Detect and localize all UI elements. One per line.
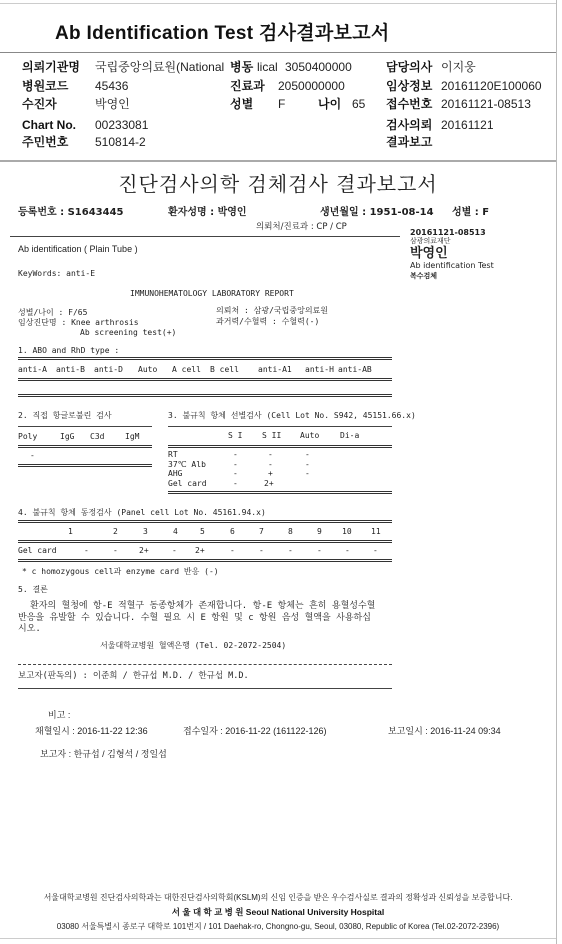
ward-value: 3050400000: [285, 60, 352, 74]
panel-result: -: [172, 546, 177, 555]
abo-header: anti-D: [94, 365, 123, 374]
ward-label: 병동: [230, 60, 254, 74]
dat-header: IgG: [60, 432, 75, 441]
panel-cell-number: 10: [342, 527, 352, 536]
patient-name: 환자성명 : 박영인: [168, 207, 247, 218]
conclusion-line: 반응을 유발할 수 있습니다. 수혈 필요 시 E 항원 및 c 항원 음성 혈액을 사용하십: [18, 613, 371, 623]
panel-result: 2+: [195, 546, 205, 555]
header-separator: [0, 160, 556, 162]
abo-header: anti-B: [56, 365, 85, 374]
panel-result: -: [84, 546, 89, 555]
screen-result: -: [305, 450, 310, 459]
keywords: KeyWords: anti-E: [18, 269, 96, 278]
request-date-value: 20161121: [441, 118, 494, 132]
panel-cell-number: 9: [317, 527, 322, 536]
institution-value: 국립중앙의료원(National: [95, 60, 225, 74]
panel-result: -: [113, 546, 118, 555]
hospital-code-label: 병원코드: [22, 79, 69, 93]
screen-result: +: [268, 469, 273, 478]
panel-result: -: [317, 546, 322, 555]
lab-report-title: IMMUNOHEMATOLOGY LABORATORY REPORT: [130, 289, 294, 298]
sex-label: 성별: [230, 97, 254, 111]
collection-datetime: 채혈일시 : 2016-11-22 12:36: [35, 726, 148, 736]
panel-result: -: [373, 546, 378, 555]
screen-result: -: [268, 450, 273, 459]
dat-header: C3d: [90, 432, 105, 441]
blood-bank-contact: 서울대학교병원 혈액은행 (Tel. 02-2072-2504): [100, 641, 287, 650]
abo-header: Auto: [138, 365, 158, 374]
header-title: Ab Identification Test 검사결과보고서: [55, 23, 390, 44]
report-info-divider: [10, 236, 400, 237]
panel-cell-number: 2: [113, 527, 118, 536]
reporter-top-rule: [18, 664, 392, 665]
hospital-address: 03080 서울특별시 종로구 대학로 101번지 / 101 Daehak-ro, Chongno-gu, Seoul, 03080, Republic of Korea (Tel.02-2072-2396): [56, 922, 500, 931]
screen-header: Di-a: [340, 431, 360, 440]
abo-top-rule: [18, 357, 392, 360]
doctor-label: 담당의사: [386, 60, 433, 74]
screen-top-rule: [168, 426, 392, 427]
screen-header: Auto: [300, 431, 320, 440]
right-border: [556, 0, 557, 944]
title-divider: [0, 52, 556, 53]
conclusion-line: 시오.: [18, 624, 41, 634]
sticker-lab-name: 삼광의료재단: [410, 237, 451, 245]
reporter-bottom-rule: [18, 688, 392, 689]
panel-result: -: [345, 546, 350, 555]
department-label: 진료과: [230, 79, 265, 93]
rrn-label: 주민번호: [22, 135, 69, 149]
panel-result: -: [288, 546, 293, 555]
screen-header: S I: [228, 431, 243, 440]
panel-cell-number: 6: [230, 527, 235, 536]
panel-section-title: 4. 불규칙 항체 동정검사 (Panel cell Lot No. 45161.94.x): [18, 508, 266, 517]
sticker-note: 복수검체: [410, 272, 438, 280]
screen-phase: RT: [168, 450, 178, 459]
panel-top-rule: [18, 520, 392, 523]
sticker-test-name: Ab identification Test: [410, 261, 494, 270]
receipt-no-label: 접수번호: [386, 97, 433, 111]
patient-label: 수진자: [22, 97, 57, 111]
screen-result: -: [233, 450, 238, 459]
reading-physicians: 보고자(판독의) : 이준희 / 한규섭 M.D. / 한규섭 M.D.: [18, 671, 249, 681]
panel-phase: Gel card: [18, 546, 57, 555]
result-report-label: 결과보고: [386, 135, 433, 149]
dat-header: IgM: [125, 432, 140, 441]
screen-header-rule: [168, 445, 392, 448]
dat-section-title: 2. 직접 항글로불린 검사: [18, 411, 112, 420]
requester: 의뢰처 : 삼광/국립중앙의료원: [216, 306, 329, 315]
screening-result: Ab screening test(+): [80, 328, 177, 337]
panel-cell-number: 4: [173, 527, 178, 536]
receipt-date: 접수일자 : 2016-11-22 (161122-126): [183, 726, 327, 736]
abo-header: B cell: [210, 365, 239, 374]
report-sex: 성별 : F: [452, 207, 490, 218]
conclusion-title: 5. 결론: [18, 585, 48, 594]
certification-statement: 서울대학교병원 진단검사의학과는 대한진단검사의학회(KSLM)의 신임 인증을 받은 우수검사실로 결과의 정확성과 신뢰성을 보증합니다.: [43, 893, 513, 902]
sticker-patient-name: 박영인: [410, 246, 448, 261]
age-value: 65: [352, 97, 366, 111]
panel-result: -: [230, 546, 235, 555]
patient-value: 박영인: [95, 97, 130, 111]
abo-header-rule: [18, 378, 392, 381]
abo-bottom-rule: [18, 394, 392, 397]
dat-value: -: [30, 451, 35, 460]
sex-value: F: [278, 97, 286, 111]
clinical-info-value: 20161120E100060: [441, 79, 542, 93]
screen-result: 2+: [264, 479, 274, 488]
report-title: 진단검사의학 검체검사 결과보고서: [118, 172, 438, 196]
abo-section-title: 1. ABO and RhD type :: [18, 346, 120, 355]
remarks-label: 비고 :: [48, 710, 71, 720]
abo-header: anti-A: [18, 365, 47, 374]
conclusion-line: 환자의 혈청에 항-E 적혈구 동종항체가 존재합니다. 항-E 항체는 흔히 용혈성수혈: [30, 601, 376, 611]
panel-cell-number: 5: [200, 527, 205, 536]
transfusion-history: 과거력/수혈력 : 수혈력(-): [216, 317, 320, 326]
reporters: 보고자 : 한규섭 / 김형석 / 정일섭: [40, 749, 167, 759]
dat-header-rule: [18, 445, 152, 448]
birth-date: 생년월일 : 1951-08-14: [320, 207, 434, 218]
screen-phase: 37℃ Alb: [168, 460, 206, 469]
abo-header: anti-AB: [338, 365, 372, 374]
screen-result: -: [233, 479, 238, 488]
sticker-receipt-no: 20161121-08513: [410, 228, 486, 237]
panel-header-rule: [18, 540, 392, 543]
clinical-diagnosis: 임상진단명 : Knee arthrosis: [18, 318, 139, 327]
panel-cell-number: 8: [288, 527, 293, 536]
registration-number: 등록번호 : S1643445: [18, 207, 124, 218]
dat-top-rule: [18, 426, 152, 427]
specimen-type: Ab identification ( Plain Tube ): [18, 244, 138, 254]
panel-bottom-rule: [18, 559, 392, 562]
panel-result: 2+: [139, 546, 149, 555]
request-date-label: 검사의뢰: [386, 118, 433, 132]
requester-department: 의뢰처/진료과 : CP / CP: [256, 222, 347, 232]
top-border: [0, 3, 556, 4]
hospital-name: 서 울 대 학 교 병 원 Seoul National University Hospital: [171, 907, 385, 917]
doctor-value: 이지웅: [441, 60, 476, 74]
clinical-info-label: 임상정보: [386, 79, 433, 93]
screen-bottom-rule: [168, 491, 392, 494]
sex-age: 성별/나이 : F/65: [18, 308, 88, 317]
institution-label: 의뢰기관명: [22, 60, 80, 74]
dat-header: Poly: [18, 432, 38, 441]
screen-header: S II: [262, 431, 282, 440]
panel-cell-number: 3: [143, 527, 148, 536]
abo-header: A cell: [172, 365, 201, 374]
screen-result: -: [268, 460, 273, 469]
dat-bottom-rule: [18, 464, 152, 467]
panel-cell-number: 1: [68, 527, 73, 536]
age-label: 나이: [318, 97, 342, 111]
rrn-value: 510814-2: [95, 135, 146, 149]
screen-result: -: [305, 460, 310, 469]
screen-section-title: 3. 불규칙 항체 선별검사 (Cell Lot No. S942, 45151.66.x): [168, 411, 416, 420]
screen-phase: AHG: [168, 469, 183, 478]
abo-header: anti-A1: [258, 365, 292, 374]
screen-result: -: [233, 469, 238, 478]
chart-no-label: Chart No.: [22, 118, 76, 132]
panel-cell-number: 11: [371, 527, 381, 536]
abo-header: anti-H: [305, 365, 334, 374]
panel-result: -: [259, 546, 264, 555]
panel-cell-number: 7: [259, 527, 264, 536]
bottom-border: [0, 938, 556, 939]
screen-phase: Gel card: [168, 479, 207, 488]
screen-result: -: [305, 469, 310, 478]
receipt-no-value: 20161121-08513: [441, 97, 531, 111]
panel-note: * c homozygous cell과 enzyme card 반응 (-): [22, 567, 219, 576]
chart-no-value: 00233081: [95, 118, 149, 132]
institution-overflow-text: lical: [257, 60, 278, 74]
screen-result: -: [233, 460, 238, 469]
hospital-code-value: 45436: [95, 79, 129, 93]
department-value: 2050000000: [278, 79, 345, 93]
report-datetime: 보고일시 : 2016-11-24 09:34: [388, 726, 501, 736]
